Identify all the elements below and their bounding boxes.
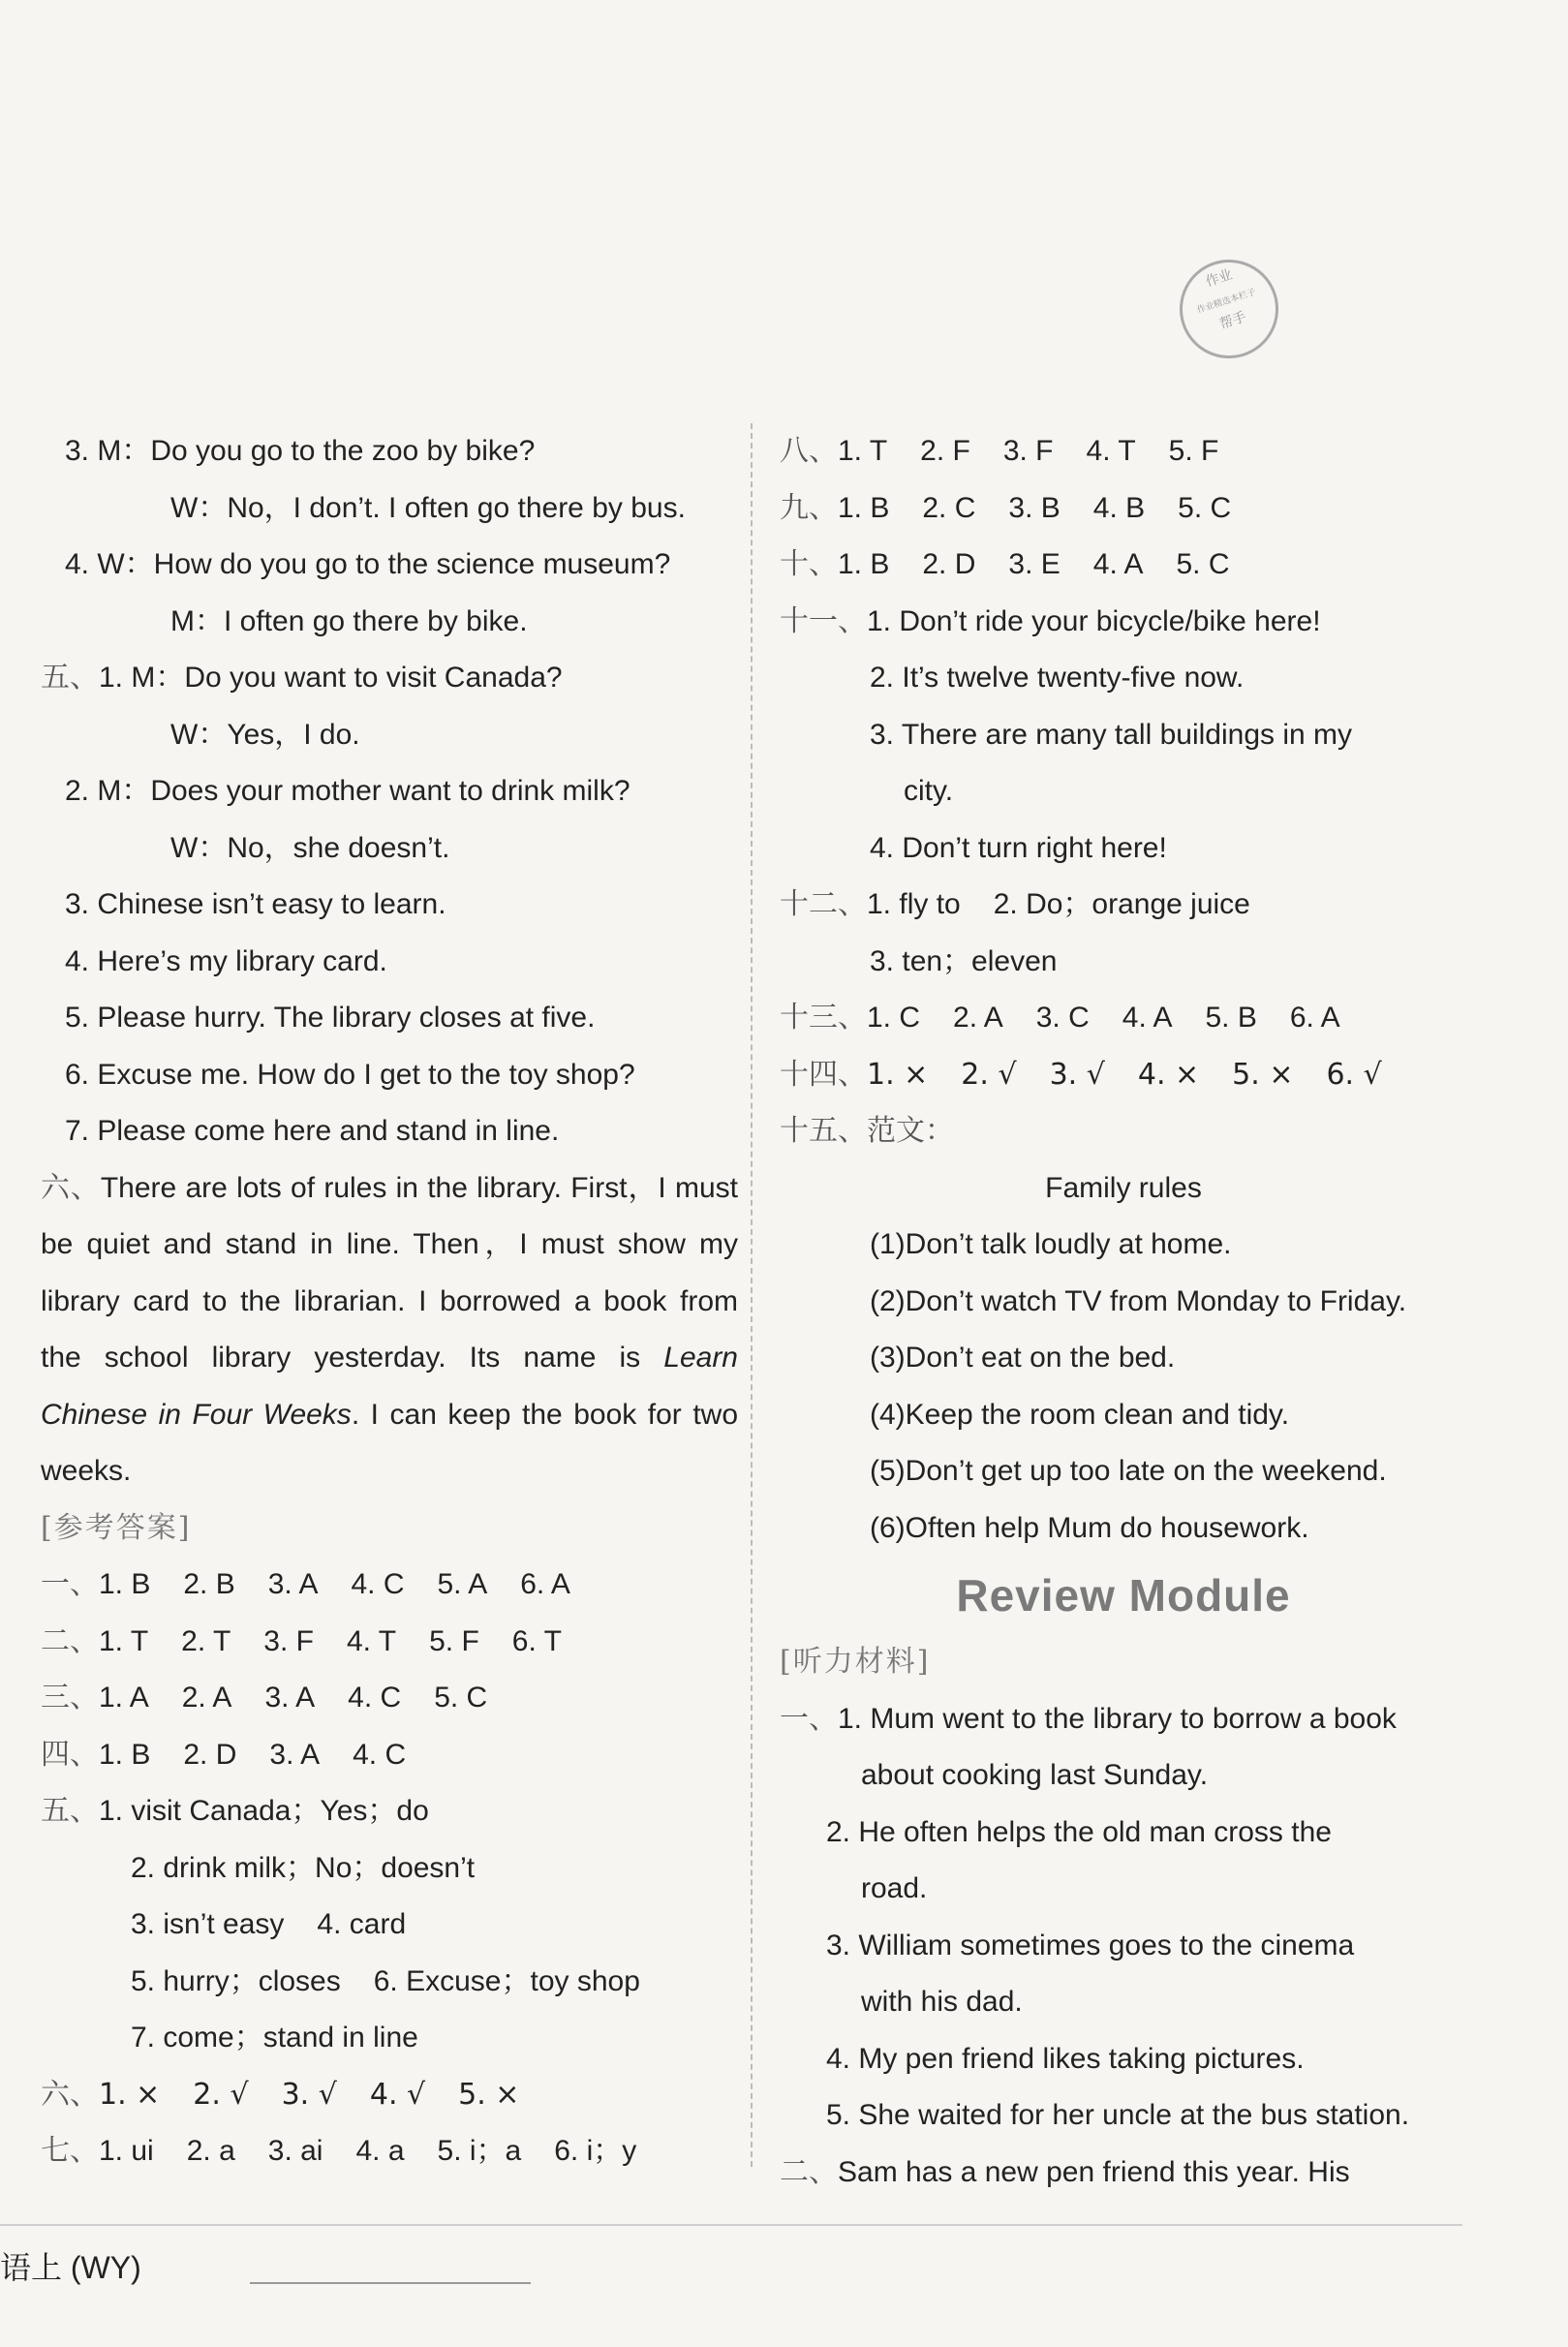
answer-row-10: 十、1. B 2. D 3. E 4. A 5. C — [780, 547, 1230, 581]
review-line-3b: with his dad. — [861, 1986, 1023, 2018]
left-line-10: 4. Here’s my library card. — [64, 944, 387, 977]
stamp-text-3: 帮手 — [1217, 309, 1248, 333]
review-line-4: 4. My pen friend likes taking pictures. — [826, 2042, 1305, 2075]
review-module-title: Review Module — [956, 1570, 1291, 1621]
left-line-1: 3. M：Do you go to the zoo by bike? — [64, 435, 536, 467]
answer-row-6: 六、1. × 2. √ 3. √ 4. √ 5. × — [41, 2077, 520, 2112]
footer-label: 语上 (WY) — [0, 2250, 141, 2285]
answer-row-5c: 3. isn’t easy 4. card — [131, 1908, 407, 1940]
answer-row-15: 十五、范文： — [780, 1114, 954, 1148]
answer-row-5d: 5. hurry；closes 6. Excuse；toy shop — [131, 1964, 640, 1997]
listening-material-heading: [听力材料] — [780, 1645, 931, 1679]
answer-row-12b: 3. ten；eleven — [870, 944, 1058, 977]
rule-3: (3)Don’t eat on the bed. — [870, 1342, 1176, 1374]
review-line-6: 二、Sam has a new pen friend this year. His — [780, 2154, 1350, 2189]
column-divider — [751, 423, 753, 2167]
review-line-5: 5. She waited for her uncle at the bus station. — [826, 2099, 1410, 2131]
left-line-11: 5. Please hurry. The library closes at five. — [64, 1002, 596, 1034]
left-line-8: W：No，she doesn’t. — [170, 831, 450, 864]
review-line-2b: road. — [861, 1872, 928, 1904]
reference-answers-heading: [参考答案] — [41, 1510, 192, 1545]
footer-underline — [250, 2282, 531, 2284]
answer-row-11a: 十一、1. Don’t ride your bicycle/bike here! — [780, 603, 1321, 638]
left-line-7: 2. M：Does your mother want to drink milk? — [64, 775, 630, 807]
reading-paragraph: 六、There are lots of rules in the library. First，I must be quiet and stand in line. Then，I must show my library card to the librarian. I borrowed a book from the school library yesterday. Its name is Learn Chinese in Four Weeks. I can keep the book for two weeks. — [41, 1170, 739, 1487]
answer-row-9: 九、1. B 2. C 3. B 4. B 5. C — [780, 490, 1232, 525]
answer-row-11d: 4. Don’t turn right here! — [870, 831, 1167, 864]
left-line-3: 4. W：How do you go to the science museum? — [64, 548, 671, 580]
answer-row-7: 七、1. ui 2. a 3. ai 4. a 5. i；a 6. i；y — [41, 2134, 637, 2168]
answer-row-11b: 2. It’s twelve twenty-five now. — [870, 662, 1245, 694]
left-line-6: W：Yes，I do. — [170, 718, 360, 751]
stamp-text-2: 作业精选本栏子 — [1196, 287, 1258, 316]
left-line-13: 7. Please come here and stand in line. — [64, 1115, 560, 1147]
answer-row-11c: 3. There are many tall buildings in my — [870, 718, 1353, 751]
book-title: Learn Chinese in Four Weeks — [41, 1342, 738, 1431]
review-line-2a: 2. He often helps the old man cross the — [826, 1815, 1332, 1848]
right-column — [780, 423, 1467, 2201]
answer-row-8: 八、1. T 2. F 3. F 4. T 5. F — [780, 434, 1219, 468]
answer-row-5b: 2. drink milk；No；doesn’t — [131, 1851, 476, 1884]
left-line-5: 五、1. M：Do you want to visit Canada? — [41, 661, 563, 695]
rule-4: (4)Keep the room clean and tidy. — [870, 1398, 1290, 1431]
left-line-2: W：No，I don’t. I often go there by bus. — [170, 491, 686, 524]
rule-2: (2)Don’t watch TV from Monday to Friday. — [870, 1284, 1407, 1317]
left-line-4: M：I often go there by bike. — [170, 604, 528, 637]
review-line-3a: 3. William sometimes goes to the cinema — [826, 1929, 1355, 1961]
rule-5: (5)Don’t get up too late on the weekend. — [870, 1455, 1387, 1487]
stamp-text-1: 作业 — [1204, 266, 1235, 291]
answer-row-13: 十三、1. C 2. A 3. C 4. A 5. B 6. A — [780, 1001, 1340, 1035]
review-line-1b: about cooking last Sunday. — [861, 1759, 1209, 1791]
answer-row-4: 四、1. B 2. D 3. A 4. C — [41, 1737, 407, 1772]
essay-title: Family rules — [1045, 1171, 1202, 1204]
left-column — [41, 423, 738, 2180]
answer-row-5a: 五、1. visit Canada；Yes；do — [41, 1794, 429, 1828]
homework-stamp — [1167, 247, 1292, 372]
answer-row-14: 十四、1. × 2. √ 3. √ 4. × 5. × 6. √ — [780, 1057, 1382, 1092]
answer-row-2: 二、1. T 2. T 3. F 4. T 5. F 6. T — [41, 1623, 562, 1658]
left-line-9: 3. Chinese isn’t easy to learn. — [64, 888, 446, 920]
answer-row-3: 三、1. A 2. A 3. A 4. C 5. C — [41, 1681, 488, 1714]
answer-row-11c-cont: city. — [904, 775, 954, 807]
left-line-12: 6. Excuse me. How do I get to the toy shop? — [64, 1058, 635, 1091]
answer-row-12a: 十二、1. fly to 2. Do；orange juice — [780, 887, 1250, 921]
footer-rule — [0, 2224, 1462, 2226]
rule-1: (1)Don’t talk loudly at home. — [870, 1228, 1232, 1260]
answer-row-5e: 7. come；stand in line — [131, 2022, 418, 2054]
review-line-1a: 一、1. Mum went to the library to borrow a book — [780, 1701, 1397, 1736]
rule-6: (6)Often help Mum do housework. — [870, 1511, 1309, 1544]
answer-row-1: 一、1. B 2. B 3. A 4. C 5. A 6. A — [41, 1567, 570, 1601]
